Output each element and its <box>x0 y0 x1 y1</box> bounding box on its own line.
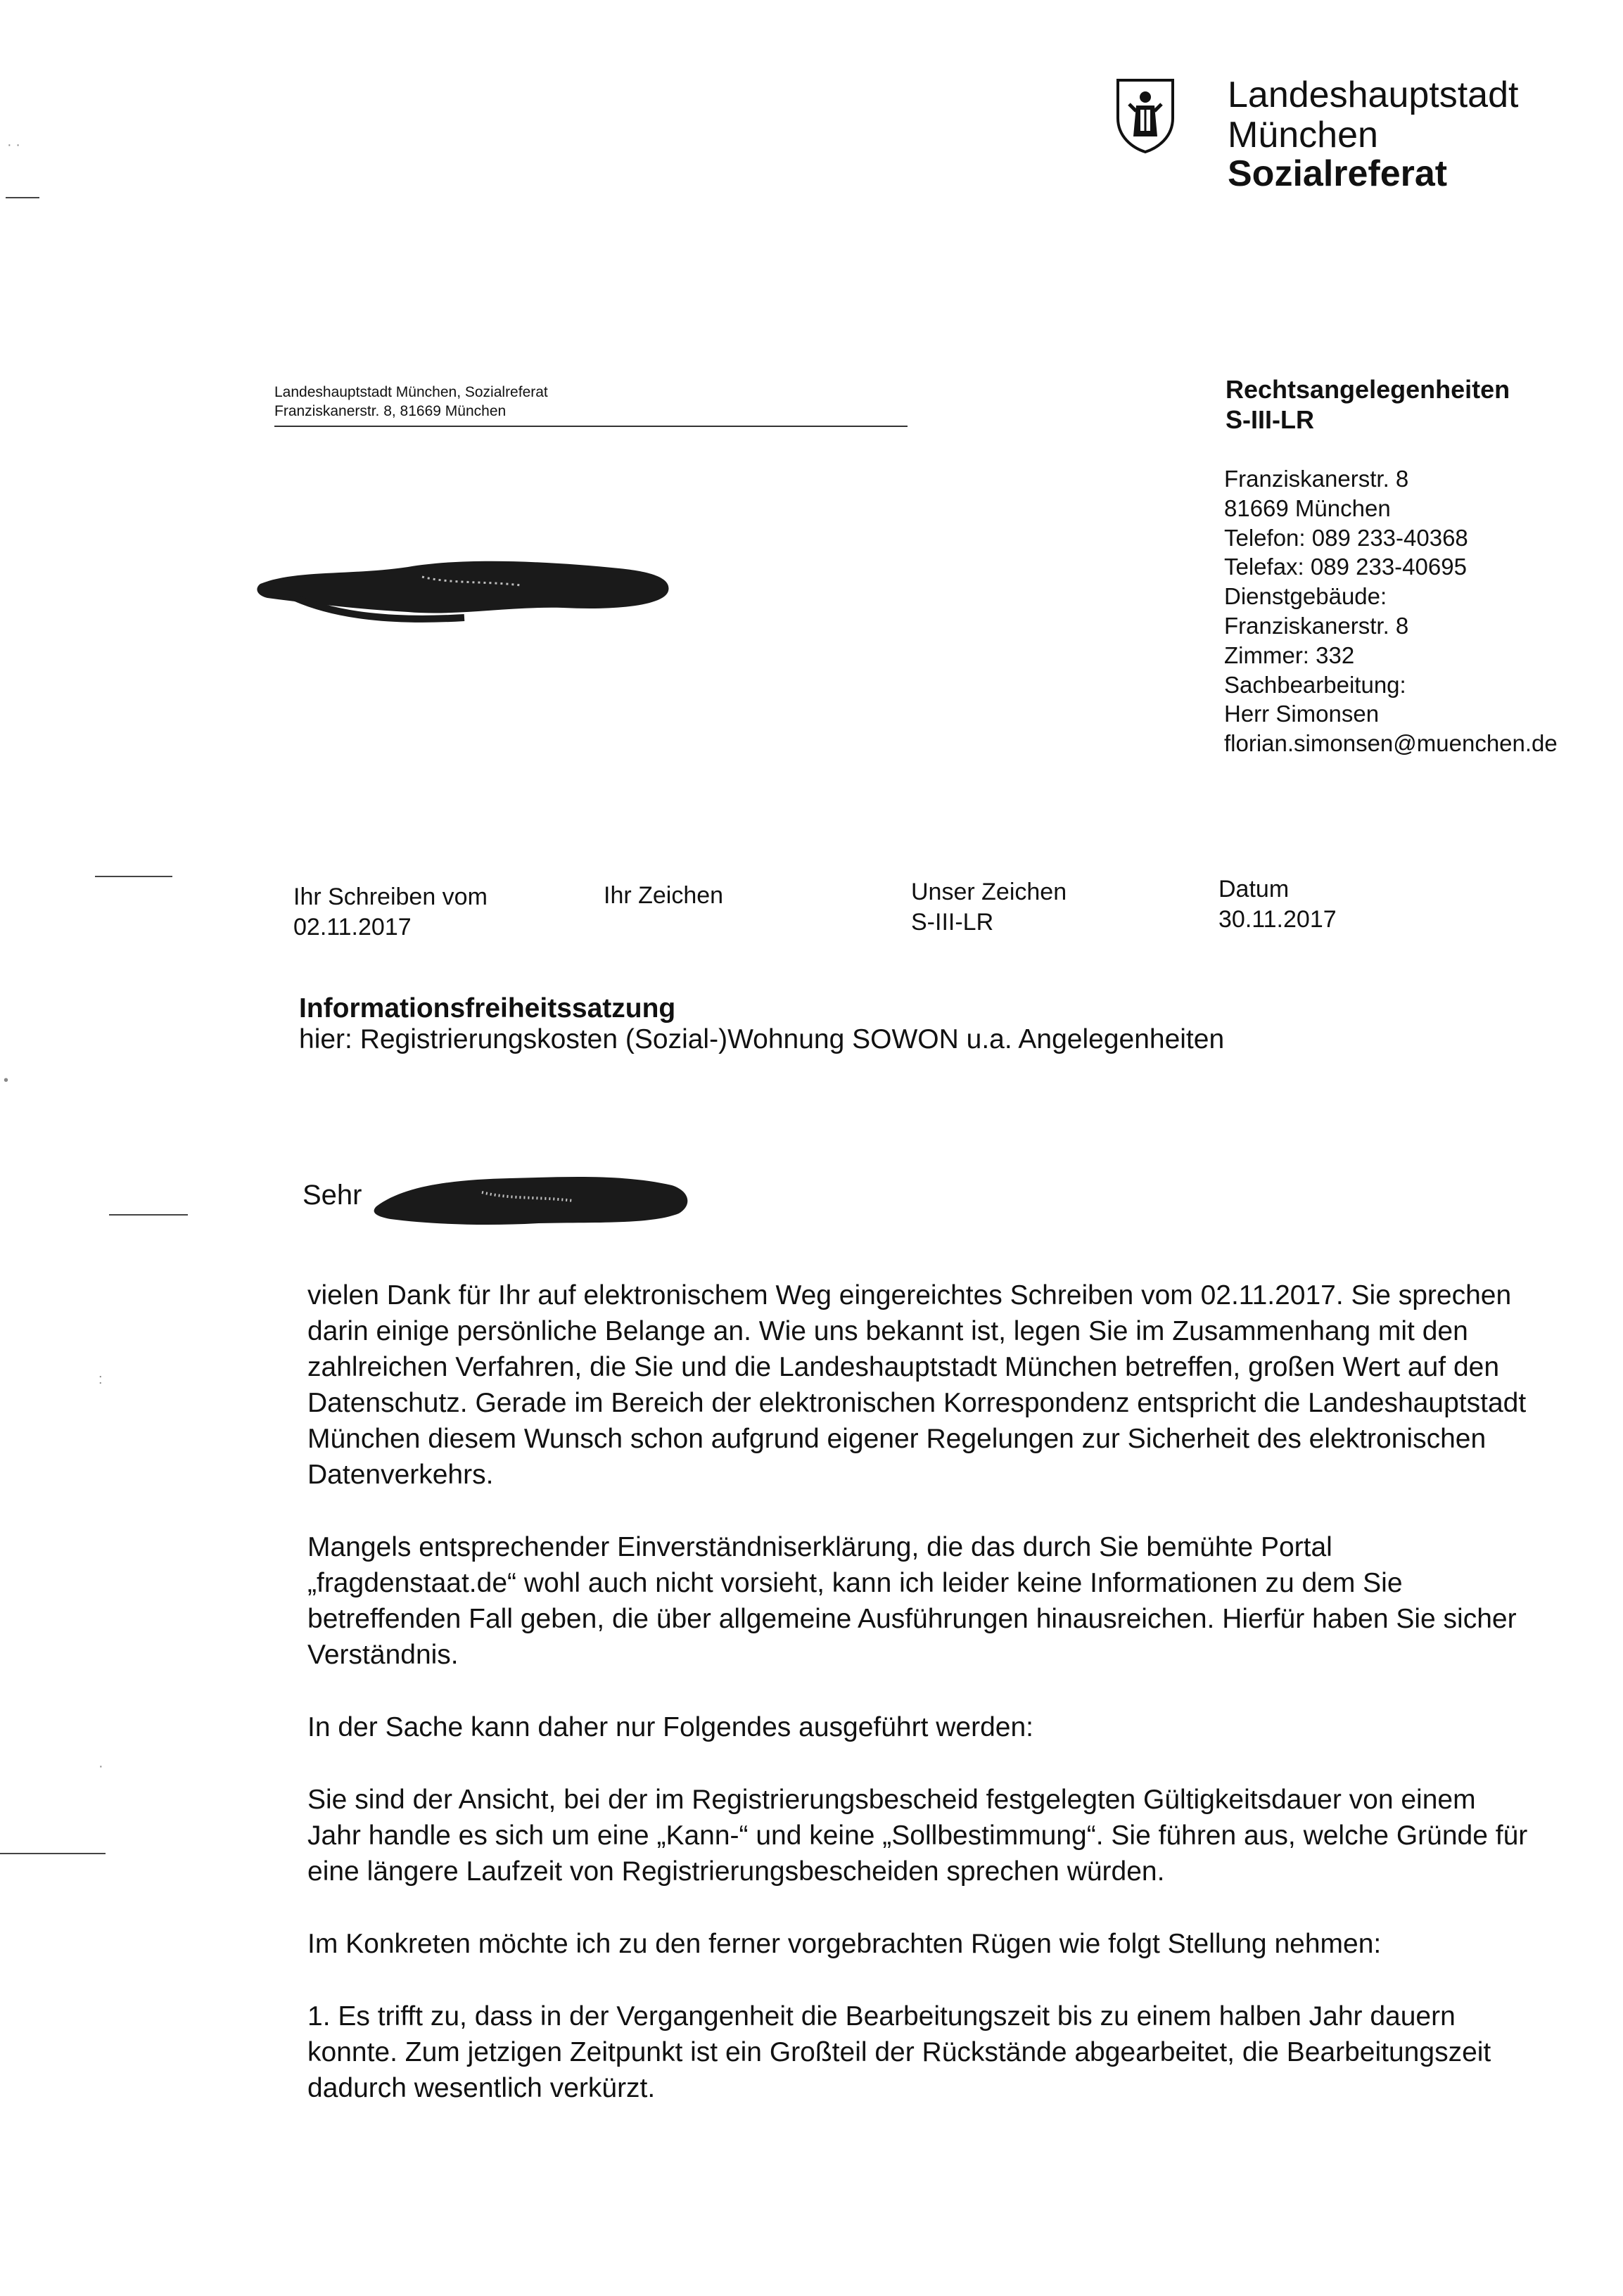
contact-line: Sachbearbeitung: <box>1224 671 1406 698</box>
letterhead-city-line1: Landeshauptstadt <box>1228 75 1519 115</box>
scan-noise: : <box>98 1372 103 1387</box>
contact-room: Zimmer: 332 <box>1224 642 1355 668</box>
body-paragraph: 1. Es trifft zu, dass in der Vergangenheit die Bearbeitungszeit bis zu einem halben Jahr dauern konnte. Zum jetzigen Zeitpunkt ist ein Großteil der Rückstände abgearbeitet, die Bearbeitungszeit dadurch wesentlich verkürzt. <box>307 2001 1491 2103</box>
body-paragraph: Sie sind der Ansicht, bei der im Registrierungsbescheid festgelegten Gültigkeitsdauer von einem Jahr handle es sich um eine „Kann-“ und keine „Sollbestimmung“. Sie führen aus, welche Gründe für eine längere Laufzeit von Registrierungsbescheiden sprechen würden. <box>307 1785 1528 1887</box>
department-title: Rechtsangelegenheiten <box>1226 375 1510 404</box>
contact-block <box>1224 464 1558 758</box>
date-label: Datum <box>1218 876 1290 903</box>
redacted-recipient-address <box>253 549 675 626</box>
our-reference-label: Unser Zeichen <box>911 879 1067 905</box>
scan-noise: · <box>98 1759 103 1774</box>
salutation: Sehr <box>303 1180 362 1211</box>
fold-mark <box>0 1853 106 1854</box>
contact-line: Franziskanerstr. 8 <box>1224 466 1409 492</box>
body-paragraph: vielen Dank für Ihr auf elektronischem Weg eingereichtes Schreiben vom 02.11.2017. Sie sprechen darin einige persönliche Belange an. Wie uns bekannt ist, legen Sie im Zusammenhang mit den zahlreichen Verfahren, die Sie und die Landeshauptstadt München betreffen, großen Wert auf den Datenschutz. Gerade im Bereich der elektronischen Korrespondenz entspricht die Landeshauptstadt München diesem Wunsch schon aufgrund eigener Regelungen zur Sicherheit des elektronischen Datenverkehrs. <box>307 1280 1527 1490</box>
contact-phone: Telefon: 089 233-40368 <box>1224 524 1468 551</box>
department-code: S-III-LR <box>1226 405 1314 434</box>
redacted-recipient-name <box>369 1164 693 1235</box>
sender-rule <box>274 426 908 427</box>
your-letter-date: 02.11.2017 <box>293 914 412 940</box>
sender-address: Franziskanerstr. 8, 81669 München <box>274 403 507 419</box>
subject-detail: hier: Registrierungskosten (Sozial-)Wohnung SOWON u.a. Angelegenheiten <box>299 1024 1225 1054</box>
our-reference-value: S-III-LR <box>911 909 994 936</box>
date-value: 30.11.2017 <box>1218 906 1337 933</box>
fold-mark <box>109 1214 188 1216</box>
body-paragraph: In der Sache kann daher nur Folgendes ausgeführt werden: <box>307 1712 1034 1742</box>
body-paragraph: Mangels entsprechender Einverständniserklärung, die das durch Sie bemühte Portal „fragdenstaat.de“ wohl auch nicht vorsieht, kann ich leider keine Informationen zu dem Sie betreffenden Fall geben, die über allgemeine Ausführungen hinausreichen. Hierfür haben Sie sicher Verständnis. <box>307 1532 1517 1670</box>
your-letter-label: Ihr Schreiben vom <box>293 884 488 910</box>
letter-body <box>307 1277 1532 2106</box>
letterhead-department: Sozialreferat <box>1228 153 1448 194</box>
body-paragraph: Im Konkreten möchte ich zu den ferner vorgebrachten Rügen wie folgt Stellung nehmen: <box>307 1929 1382 1959</box>
contact-line: Franziskanerstr. 8 <box>1224 612 1409 639</box>
contact-person: Herr Simonsen <box>1224 701 1380 727</box>
scan-noise: · · <box>7 137 20 153</box>
letterhead-city-line2: München <box>1228 115 1378 155</box>
sender-name: Landeshauptstadt München, Sozialreferat <box>274 384 548 400</box>
contact-line: 81669 München <box>1224 495 1391 521</box>
contact-line: Dienstgebäude: <box>1224 583 1387 610</box>
fold-mark <box>6 197 39 198</box>
munich-coat-of-arms-icon <box>1115 77 1176 153</box>
your-reference-label: Ihr Zeichen <box>604 882 724 909</box>
fold-mark <box>95 876 172 877</box>
subject-title: Informationsfreiheitssatzung <box>299 993 676 1023</box>
contact-fax: Telefax: 089 233-40695 <box>1224 554 1467 580</box>
scan-noise: • <box>4 1073 9 1088</box>
contact-email: florian.simonsen@muenchen.de <box>1224 730 1558 757</box>
